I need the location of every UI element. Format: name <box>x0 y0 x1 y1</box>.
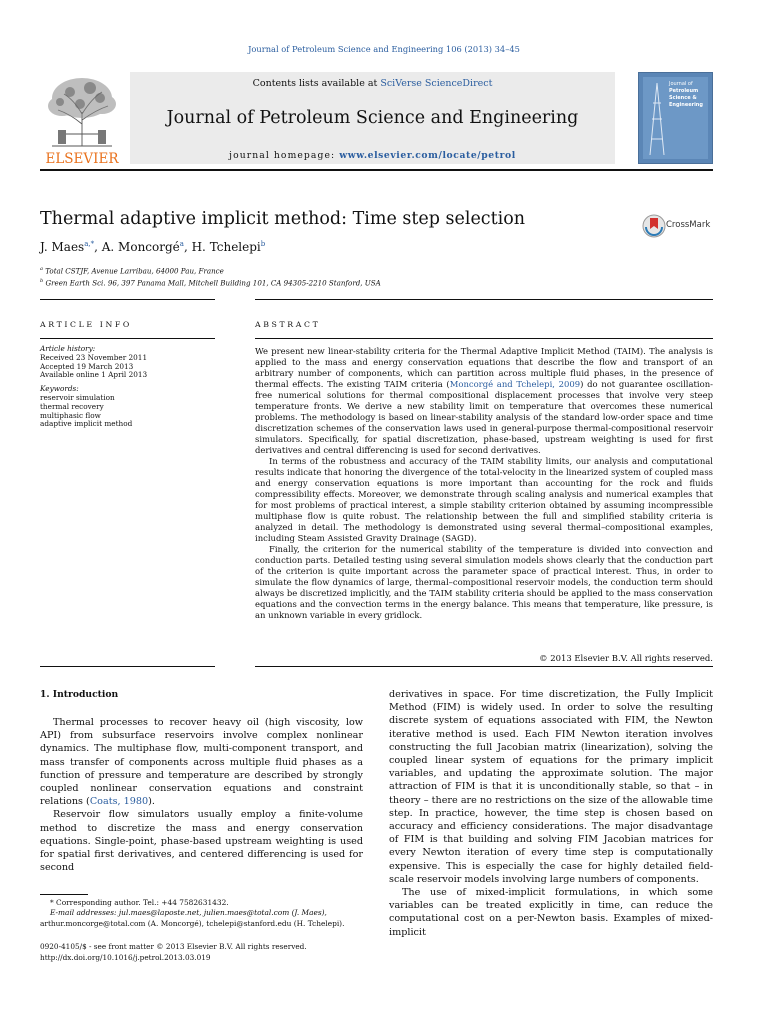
footnote-divider <box>40 894 88 895</box>
article-info <box>40 345 215 429</box>
history-label: Article history: <box>40 344 96 353</box>
intro-heading: 1. Introduction <box>40 689 119 700</box>
journal-homepage-link[interactable]: www.elsevier.com/locate/petrol <box>339 150 516 161</box>
section-divider <box>40 299 215 300</box>
abstract-body <box>255 346 713 621</box>
corresponding-author-note: * Corresponding author. Tel.: +44 7582631432. <box>50 898 229 907</box>
crossmark-icon[interactable] <box>642 213 666 239</box>
email-addresses[interactable]: E-mail addresses: jul.maes@laposte.net, julien.maes@total.com (J. Maes), <box>50 908 327 918</box>
journal-citation[interactable]: Journal of Petroleum Science and Engineering 106 (2013) 34–45 <box>248 44 520 54</box>
cover-title-line: Journal of <box>669 81 693 87</box>
article-title: Thermal adaptive implicit method: Time step selection <box>40 209 526 229</box>
cover-title-line: Petroleum <box>669 88 699 94</box>
author-name[interactable]: J. Maes <box>40 240 85 254</box>
keyword: multiphasic flow <box>40 410 101 420</box>
journal-homepage-line: journal homepage: www.elsevier.com/locate/petrol <box>229 150 516 161</box>
body-paragraph: Thermal processes to recover heavy oil (high viscosity, low API) from subsurface reservoirs involve complex nonlinear dynamics. The multiphase flow, multi-component transport, and mass transfer of components across multiple fluid phases as a function of pressure and temperature are described by strongly coupled nonlinear conservation equations and constraint relations (Coats, 1980). <box>40 717 363 808</box>
body-paragraph: derivatives in space. For time discretization, the Fully Implicit Method (FIM) is widely used. In order to solve the resulting discrete system of equations associated with FIM, the Newton iterative method is used. Each FIM Newton iteration involves constructing the full Jacobian matrix (linearization), solving the coupled linear system of equations for the primary implicit variables, and updating the approximate solution. The major attraction of FIM is that it is unconditionally stable, so that – in theory – there are no restrictions on the size of the allowable time step. In practice, however, the time step is chosen based on accuracy and efficiency considerations. The major disadvantage of FIM is that building and solving FIM Jacobian matrices for every Newton iteration of every time step is computationally expensive. This is especially the case for highly detailed field-scale reservoir models involving large numbers of components. <box>389 689 713 885</box>
author-list: J. Maes$^{a,*}$, A. Moncorgé$^a$, H. Tchelepi$^b$ <box>40 240 266 254</box>
sciencedirect-link[interactable]: SciVerse ScienceDirect <box>380 78 493 89</box>
affiliation: $^a$ Total CSTJF, Avenue Larribau, 64000 Pau, France <box>40 266 224 276</box>
footnotes <box>40 898 370 929</box>
keyword: adaptive implicit method <box>40 419 133 429</box>
oil-derrick-icon <box>647 79 667 159</box>
article-info-heading: ARTICLE INFO <box>40 320 132 329</box>
email-addresses[interactable]: arthur.moncorge@total.com (A. Moncorgé), tchelepi@stanford.edu (H. Tchelepi). <box>40 918 345 928</box>
section-divider <box>40 338 215 339</box>
body-paragraph: The use of mixed-implicit formulations, in which some variables can be treated explicitly in time, can reduce the computational cost on a per-Newton basis. Examples of mixed-implicit <box>389 887 713 938</box>
publication-info <box>40 941 440 963</box>
cover-title-line: Engineering <box>669 102 703 108</box>
crossmark-label[interactable]: CrossMark <box>666 220 711 230</box>
abstract-paragraph: We present new linear-stability criteria for the Thermal Adaptive Implicit Method (TAIM). The analysis is applied to the mass and energy conservation equations that describe the flow and transport of an arbitrary number of components, which can partition across multiple fluid phases, in the presence of thermal effects. The existing TAIM criteria (Moncorgé and Tchelepi, 2009) do not guarantee oscillation-free numerical solutions for thermal compositional displacement processes that involve very steep temperature fronts. We derive a new stability limit on temperature that overcomes these numerical problems. The methodology is based on linear-stability analysis of the standard low-order space and time discretization schemes of the conservation laws used in general-purpose thermal-compositional reservoir simulators. Specifically, for spatial discretization, phase-based, upstream weighting is used for first derivatives and central differencing is used for second derivatives. <box>255 346 713 456</box>
abstract-paragraph: Finally, the criterion for the numerical stability of the temperature is divided into convection and conduction parts. Detailed testing using several simulation models shows clearly that the conduction part of the criterion is quite important across the parameter space of practical interest. Thus, in order to simulate the flow dynamics of large, thermal–compositional reservoir models, the conduction term should always be discretized implicitly, and the TAIM stability criteria should be applied to the mass conservation equations and the convection terms in the energy balance. This means that temperature, like pressure, is an unknown variable in every gridlock. <box>255 544 713 621</box>
author-affiliation-mark[interactable]: b <box>260 240 266 248</box>
cover-title-line: Science & <box>669 95 697 101</box>
section-divider <box>255 338 713 339</box>
author-name[interactable]: A. Moncorgé <box>101 240 180 254</box>
history-item: Received 23 November 2011 <box>40 352 148 362</box>
author-name[interactable]: H. Tchelepi <box>191 240 261 254</box>
author-affiliation-mark[interactable]: a <box>179 240 184 248</box>
header-divider <box>40 169 713 171</box>
contents-line: Contents lists available at SciVerse ScienceDirect <box>252 78 493 89</box>
keyword: thermal recovery <box>40 401 104 411</box>
reference-link[interactable]: Coats, 1980 <box>89 796 149 808</box>
journal-cover-thumbnail <box>638 72 713 164</box>
keyword: reservoir simulation <box>40 392 115 402</box>
body-column-left <box>40 716 363 874</box>
section-divider <box>255 666 713 667</box>
reference-link[interactable]: Moncorgé and Tchelepi, 2009 <box>449 379 581 390</box>
keywords-label: Keywords: <box>40 384 79 394</box>
section-divider <box>40 666 215 667</box>
issn-line: 0920-4105/$ - see front matter © 2013 Elsevier B.V. All rights reserved. <box>40 942 307 951</box>
section-divider <box>255 299 713 300</box>
abstract-paragraph: In terms of the robustness and accuracy of the TAIM stability limits, our analysis and computational results indicate that honoring the divergence of the total-velocity in the linearized system of coupled mass and energy conservation equations is more important than accounting for the rock and fluids compressibility effects. Moreover, we demonstrate through scaling analysis and numerical examples that for most problems of practical interest, a simple stability criterion obtained by assuming incompressible multiphase flow is quite robust. The relationship between the full and simplified stability criteria is analyzed in detail. The methodology is demonstrated using several thermal–compositional examples, including Steam Assisted Gravity Drainage (SAGD). <box>255 456 713 544</box>
doi-link[interactable]: http://dx.doi.org/10.1016/j.petrol.2013.03.019 <box>40 953 211 962</box>
elsevier-tree-logo <box>40 74 124 150</box>
history-item: Available online 1 April 2013 <box>40 370 148 380</box>
elsevier-wordmark: ELSEVIER <box>45 151 119 167</box>
body-column-right <box>389 688 713 939</box>
affiliation: $^b$ Green Earth Sci. 96, 397 Panama Mall, Mitchell Building 101, CA 94305-2210 Stanford, USA <box>40 278 381 288</box>
body-paragraph: Reservoir flow simulators usually employ a finite-volume method to discretize the mass and energy conservation equations. Single-point, phase-based upstream weighting is used for spatial first derivatives, and centered differencing is used for second <box>40 809 363 874</box>
history-item: Accepted 19 March 2013 <box>40 361 134 371</box>
author-affiliation-mark[interactable]: a,* <box>84 240 95 248</box>
journal-name: Journal of Petroleum Science and Engineering <box>166 108 579 128</box>
abstract-heading: ABSTRACT <box>255 320 321 329</box>
abstract-copyright: © 2013 Elsevier B.V. All rights reserved. <box>539 653 713 663</box>
